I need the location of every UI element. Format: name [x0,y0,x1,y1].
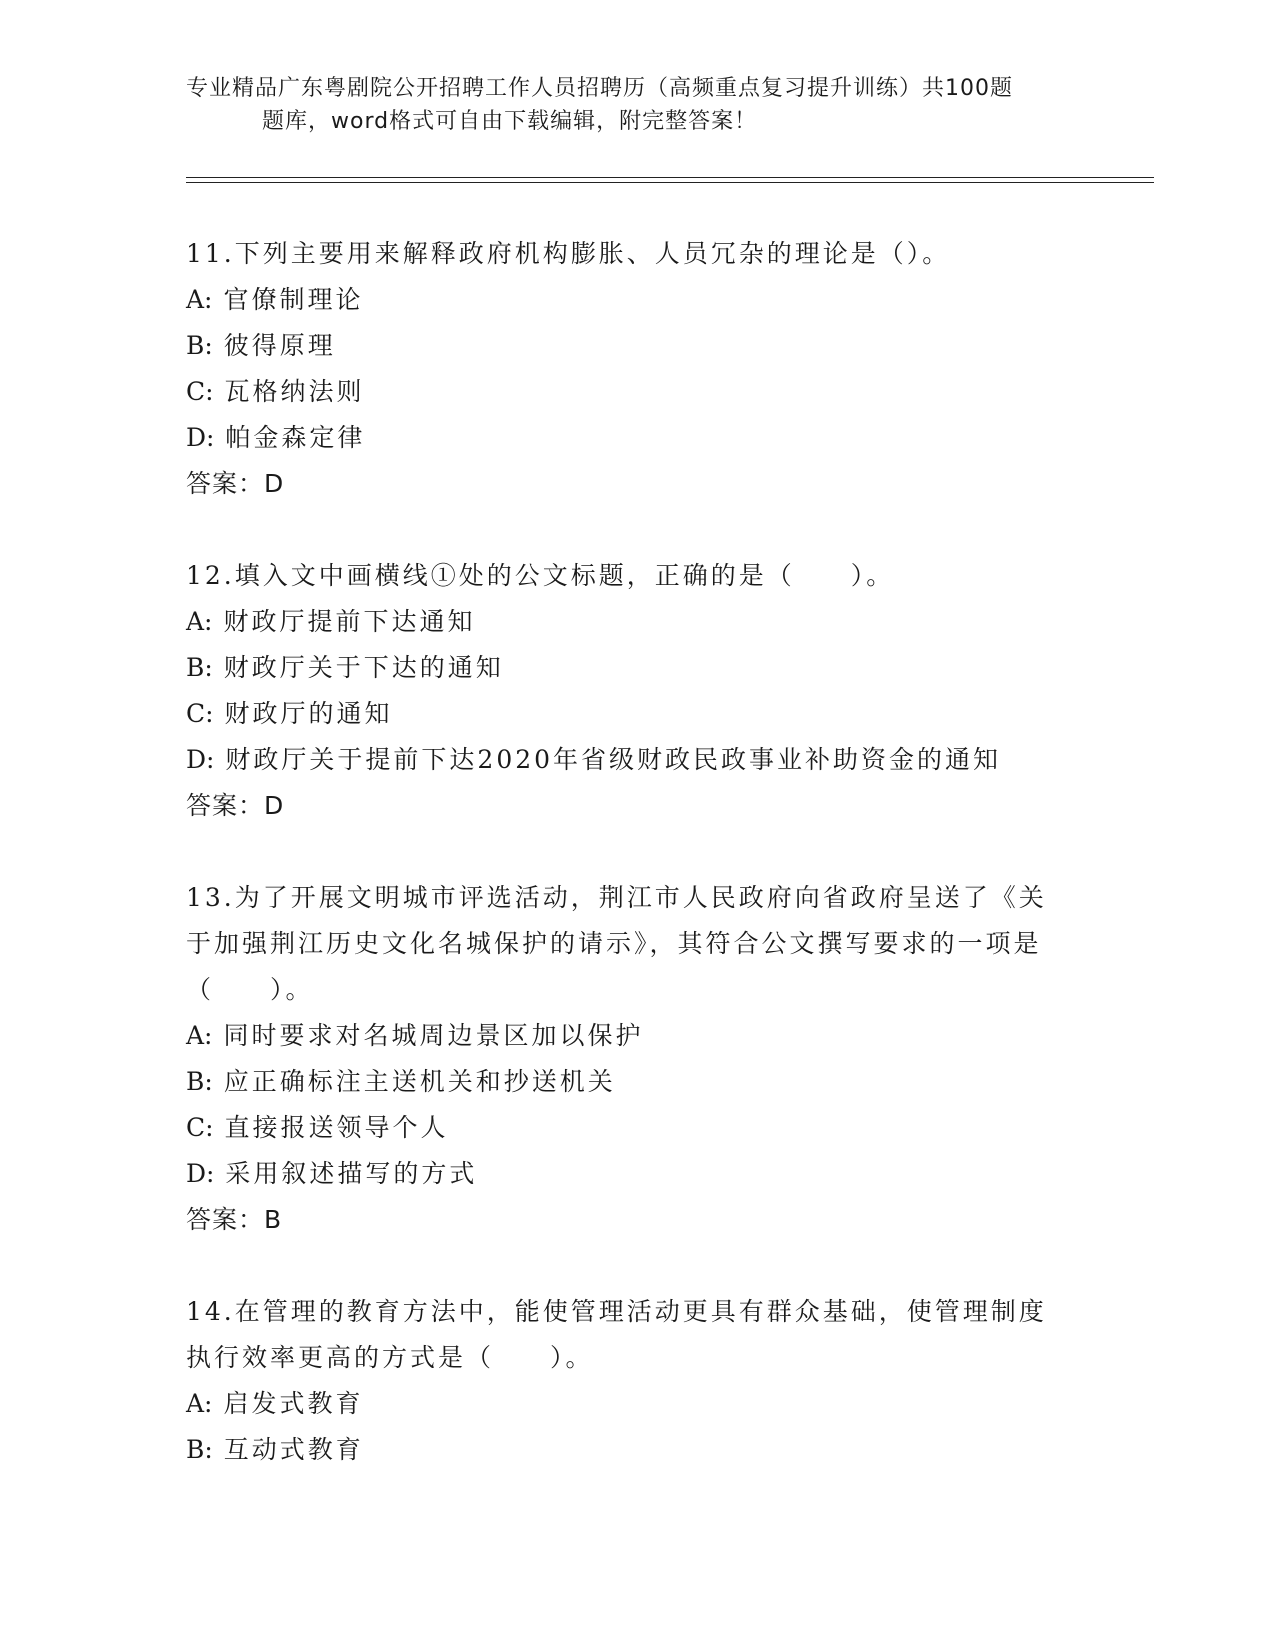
option-key: C: [186,1113,214,1142]
answer-label: 答案：D [186,469,285,498]
question-11 [186,231,1086,507]
option-text: 帕金森定律 [225,423,366,452]
header-line-1: 专业精品广东粤剧院公开招聘工作人员招聘历（高频重点复习提升训练）共100题 [186,76,1013,101]
answer-label: 答案：D [186,791,285,820]
question-text: 13.为了开展文明城市评选活动，荆江市人民政府向省政府呈送了《关于加强荆江历史文化名城保护的请示》，其符合公文撰写要求的一项是（ ）。 [186,883,1047,1004]
option-text: 财政厅的通知 [224,699,393,728]
option-b [186,1427,1086,1473]
document-header [186,72,1086,138]
option-text: 彼得原理 [223,331,336,360]
option-key: C: [186,699,214,728]
option-text: 启发式教育 [223,1389,364,1418]
option-key: B: [186,331,213,360]
option-key: B: [186,1067,213,1096]
option-key: A: [186,285,213,314]
question-text: 14.在管理的教育方法中，能使管理活动更具有群众基础，使管理制度执行效率更高的方式是（ ）。 [186,1297,1047,1372]
option-key: A: [186,1389,213,1418]
option-text: 财政厅提前下达通知 [223,607,476,636]
option-a [186,277,1086,323]
question-text: 12.填入文中画横线①处的公文标题，正确的是（ ）。 [186,561,895,590]
option-c [186,369,1086,415]
question-13 [186,875,1086,1243]
question-text: 11.下列主要用来解释政府机构膨胀、人员冗杂的理论是（）。 [186,239,951,268]
option-c [186,691,1086,737]
option-key: B: [186,1435,213,1464]
option-text: 互动式教育 [223,1435,364,1464]
option-text: 官僚制理论 [223,285,364,314]
option-text: 财政厅关于提前下达2020年省级财政民政事业补助资金的通知 [225,745,1002,774]
option-key: A: [186,607,213,636]
option-b [186,645,1086,691]
option-text: 应正确标注主送机关和抄送机关 [223,1067,616,1096]
option-text: 直接报送领导个人 [224,1113,449,1142]
option-text: 财政厅关于下达的通知 [223,653,504,682]
option-a [186,1381,1086,1427]
option-key: A: [186,1021,213,1050]
option-d [186,737,1086,783]
option-key: C: [186,377,214,406]
option-text: 同时要求对名城周边景区加以保护 [223,1021,644,1050]
option-d [186,415,1086,461]
question-list [186,231,1086,1519]
question-14 [186,1289,1086,1473]
option-b [186,1059,1086,1105]
option-key: B: [186,653,213,682]
option-text: 瓦格纳法则 [224,377,365,406]
option-key: D: [186,1159,215,1188]
header-divider-bottom [186,182,1154,183]
option-text: 采用叙述描写的方式 [225,1159,478,1188]
option-key: D: [186,745,215,774]
option-b [186,323,1086,369]
option-key: D: [186,423,215,452]
header-divider-top [186,177,1154,178]
option-c [186,1105,1086,1151]
option-a [186,599,1086,645]
option-d [186,1151,1086,1197]
header-line-2: 题库，word格式可自由下载编辑，附完整答案！ [262,109,758,134]
question-12 [186,553,1086,829]
option-a [186,1013,1086,1059]
answer-label: 答案：B [186,1205,283,1234]
